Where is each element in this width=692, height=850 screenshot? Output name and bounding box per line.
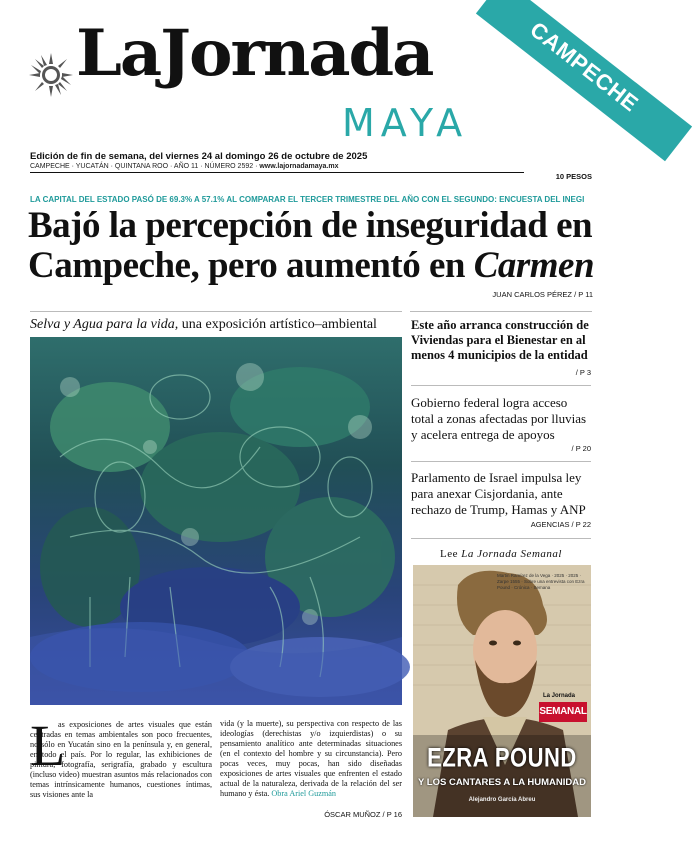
art-caption-rest: una exposición artístico–ambiental [178,317,377,332]
lead-headline[interactable] [28,206,598,286]
story-ref-2: / P 20 [571,444,591,453]
art-caption[interactable] [30,317,377,333]
art-credit: Obra Ariel Guzmán [271,789,336,798]
semanal-promo-heading [411,548,591,560]
edition-ribbon [444,0,644,150]
cover-badge: SEMANAL [539,702,587,722]
article-text-2: vida (y la muerte), su perspectiva con respecto de las ideologías (derechistas y/o izquierdistas) o su pensamiento analítico ante determinadas situaciones (en el contexto del hombre y su circunstancia). Pero pocas veces, muy pocas, han sido diseñadas exposiciones de artes visuales que enfrenten el estado actual de la naturaleza, derivada de la relación del ser humano y ésta. [220,719,402,798]
drop-cap: L [30,713,66,778]
price-label: 10 PESOS [555,172,592,181]
article-column-2 [220,719,402,799]
story-divider [411,461,591,462]
article-text-1: as exposiciones de artes visuales que están centradas en temas ambientales son poco frecuentes, no sólo en Yucatán sino en la península y, en general, en todo el país. Por lo regular, las exhibiciones de pintura, fotografía, serigrafía, grabado y escultura (incluso video) muestran asuntos más relacionados con temas intrínsicamente humanos, cuestiones íntimas, sus visiones ante la [30,720,212,799]
article-column-1 [30,713,212,800]
lead-byline: JUAN CARLOS PÉREZ / P 11 [492,290,593,299]
cover-brand: La Jornada [543,693,576,699]
website-link[interactable]: www.lajornadamaya.mx [259,163,339,170]
masthead-subtitle: MAYA [342,101,469,145]
art-caption-title: Selva y Agua para la vida, [30,317,179,332]
edition-info [30,163,338,170]
semanal-pub-name: La Jornada Semanal [461,548,562,560]
art-byline: ÓSCAR MUÑOZ / P 16 [324,810,402,819]
story-headline-3[interactable]: Parlamento de Israel impulsa ley para anexar Cisjordania, ante rechazo de Trump, Hamas y ANP [411,470,586,517]
lead-headline-text: Bajó la percepción de inseguridad en Campeche, pero aumentó en [28,205,593,286]
section-divider [30,311,402,312]
edition-date: Edición de fin de semana, del viernes 24 al domingo 26 de octubre de 2025 [30,151,368,162]
edition-locations: CAMPECHE · YUCATÁN · QUINTANA ROO · AÑO 11 · NÚMERO 2592 · [30,163,260,170]
lead-kicker: LA CAPITAL DEL ESTADO PASÓ DE 69.3% A 57.1% AL COMPARAR EL TERCER TRIMESTRE DEL AÑO CON EL SEGUNDO: ENCUESTA DEL INEGI [30,195,585,204]
cover-subtitle: Y LOS CANTARES A LA HUMANIDAD [417,777,586,788]
sun-logo-icon [28,52,74,98]
cover-title: EZRA POUND [427,742,577,773]
story-divider [411,538,591,539]
semanal-cover[interactable] [413,565,591,817]
newspaper-logo[interactable]: LaJornada [76,16,433,91]
semanal-lee: Lee [440,548,462,560]
story-divider [411,385,591,386]
cover-small-text: Martin Ramírez de la Vega · 2025 · 2025 · Zarpe 1555 · Sobre una entrevista con Ezra Pound · Crónica · Semana [497,573,585,590]
masthead-divider [30,172,524,173]
painting-image[interactable] [30,337,402,705]
story-headline-1[interactable]: Este año arranca construcción de Viviendas para el Bienestar en al menos 4 municipios de la entidad [411,318,589,362]
story-headline-2[interactable]: Gobierno federal logra acceso total a zonas afectadas por lluvias y acelera entrega de apoyos [411,395,587,442]
cover-author: Alejandro García Abreu [468,797,536,803]
lead-headline-italic: Carmen [473,245,595,286]
edition-ribbon-label: CAMPECHE [525,16,644,117]
story-ref-1: / P 3 [575,368,591,377]
story-ref-3: AGENCIAS / P 22 [530,520,591,529]
section-divider-right [410,311,592,312]
